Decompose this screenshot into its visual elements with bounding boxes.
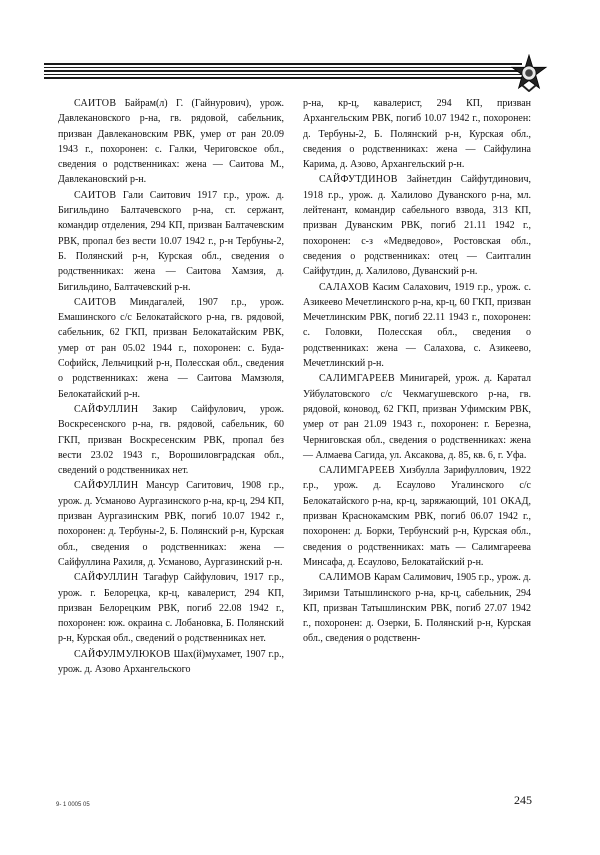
entry-surname: САЙФУЛЛИН: [74, 572, 139, 584]
left-text-column: [58, 96, 284, 677]
entry-surname: САЙФУТДИНОВ: [319, 174, 398, 186]
print-code: 9- 1 0005 05: [56, 802, 90, 808]
entry-surname: САЛАХОВ: [319, 281, 370, 293]
page-number: 245: [514, 793, 532, 807]
entry-surname: САИТОВ: [74, 98, 117, 109]
entry-text: Закир Сайфулович, урож. Воскресенского р-на, гв. рядовой, сабельник, 60 ГКП, призван Воскресенским РВК, пропал без вести 23.02 1943 г., Ворошиловградская обл., сведений о родственниках нет.: [58, 403, 284, 477]
biography-entry: [303, 371, 531, 463]
biography-entry: [58, 570, 284, 646]
entry-surname: САЛИМОВ: [319, 572, 372, 584]
entry-surname: САЛИМГАРЕЕВ: [319, 465, 395, 477]
biography-entry: [303, 172, 531, 279]
entry-text: Зайнетдин Сайфутдинович, 1918 г.р., урож. д. Халилово Дуванского р-на, мл. лейтенант, командир сабельного взвода, 313 КП, призван Дуванским РВК, погиб 21.11 1942 г., похоронен: с-з «Медведово», Ростовская обл., сведения о родственниках: отец — Саитгалин Сайфутдин, д. Халилово, Дуванский р-н.: [303, 174, 531, 278]
biography-entry: [58, 402, 284, 478]
biography-entry: [58, 295, 284, 402]
entry-surname: САЛИМГАРЕЕВ: [319, 373, 395, 385]
entry-text: Касим Салахович, 1919 г.р., урож. с. Азикеево Мечетлинского р-на, кр-ц, 60 ГКП, призван Мечетлинским РВК, погиб 22.11 1943 г., похоронен: с. Головки, Полесская обл., сведения о родственниках: жена — Салахова, с. Азикеево, Мечетлинский р-н.: [303, 281, 532, 370]
entry-text: Миндагалей, 1907 г.р., урож. Емашинского с/с Белокатайского р-на, гв. рядовой, сабельник, 62 ГКП, призван Белокатайским РВК, умер от ран 05.02 1944 г., похоронен: с. Буда-Софийск, Лельчицкий р-н, Полесская обл., сведения о родственниках: жена — Саитова Мамзюля, Белокатайский р-н.: [58, 296, 284, 400]
right-text-column: [303, 96, 531, 647]
entry-text: р-на, кр-ц, кавалерист, 294 КП, призван Архангельским РВК, погиб 10.07 1942 г., похоронен: д. Тербуны-2, Б. Полянский р-н, Курская обл., сведения о родственниках: жена — Сайфулина Карима, д. Азово, Архангельский р-н.: [303, 98, 531, 171]
biography-entry: [303, 570, 531, 646]
entry-text: Тагафур Сайфулович, 1917 г.р., урож. г. Белорецка, кр-ц, кавалерист, 294 КП, призван Белорецким РВК, погиб 22.08 1942 г., похоронен: юж. окраина с. Лобановка, Б. Полянский р-н, Курская обл., сведений о родственниках нет.: [58, 572, 284, 645]
biography-entry: [303, 280, 531, 372]
order-star-emblem-icon: [510, 54, 548, 92]
entry-surname: САЙФУЛЛИН: [74, 480, 139, 492]
biography-entry: [58, 647, 284, 678]
biography-entry: [58, 188, 284, 295]
entry-text: Карам Салимович, 1905 г.р., урож. д. Зиримзи Татышлинского р-на, кр-ц, сабельник, 294 КП, призван Татышлинским РВК, погиб 27.07 1942 г., похоронен: д. Озерки, Б. Полянский р-н, Курская обл., сведения о родственн-: [303, 572, 531, 645]
entry-text: Шах(й)мухамет, 1907 г.р., урож. д. Азово Архангельского: [58, 648, 284, 675]
biography-entry: [303, 96, 531, 172]
decorative-header-band: [44, 60, 548, 86]
entry-text: Гали Саитович 1917 г.р., урож. д. Бигильдино Балтачевского р-на, ст. сержант, командир отделения, 294 КП, призван Балтачевским РВК, пропал без вести 10.07 1942 г., р-н Тербуны-2, Б. Полянский р-н, Курская обл., сведения о родственниках: жена — Саитова Хамзия, д. Бигильдино, Балтачевский р-н.: [58, 189, 284, 293]
biography-entry: [58, 96, 284, 188]
biography-entry: [303, 463, 531, 570]
ribbon-stripes: [44, 63, 522, 83]
entry-text: Байрам(л) Г. (Гайнурович), урож. Давлекановского р-на, гв. рядовой, сабельник, призван Давлекановским РВК, умер от ран 20.09 1943 г., похоронен: с. Галки, Чериговское обл., сведения о родственниках: жена — Саитова М., Давлекановский р-н.: [58, 98, 284, 186]
entry-text: Минигарей, урож. д. Каратал Уйбулатовского с/с Чекмагушевского р-на, гв. рядовой, коновод, 62 ГКП, призван Уфимским РВК, умер от ран 21.09 1943 г., похоронен: г. Березна, Черниговская обл., сведения о родственниках: жена — Алмаева Сагида, ул. Аксакова, д. 85, кв. 6, г. Уфа.: [303, 373, 531, 461]
entry-surname: САИТОВ: [74, 296, 117, 308]
entry-text: Хизбулла Зарифуллович, 1922 г.р., урож. д. Есаулово Угалинского с/с Белокатайского р-на, кр-ц, заряжающий, 101 ОКАД, призван Краснокамским РВК, погиб 06.07 1942 г., похоронен: д. Борки, Тербунский р-н, Курская обл., сведения о родственниках: мать — Салимгареева Минсафа, д. Есаулово, Белокатайский р-н.: [303, 465, 531, 568]
entry-text: Мансур Сагитович, 1908 г.р., урож. д. Усманово Аургазинского р-на, кр-ц, 294 КП, призван Аургазинским РВК, погиб 10.07 1942 г., похоронен: д. Тербуны-2, Б. Полянский р-н, Курская обл., сведения о родственниках: жена — Сайфуллина Рахиля, д. Усманово, Аургазинский р-н.: [58, 480, 285, 568]
entry-surname: САЙФУЛМУЛЮКОВ: [74, 648, 171, 660]
biography-entry: [58, 478, 284, 570]
entry-surname: САЙФУЛЛИН: [74, 403, 139, 415]
entry-surname: САИТОВ: [74, 189, 117, 201]
